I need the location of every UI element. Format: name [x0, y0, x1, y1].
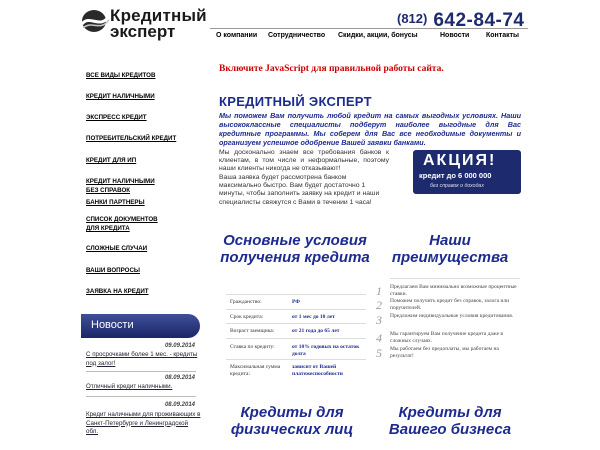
- conditions-title: Основные условия получения кредита: [220, 232, 370, 266]
- business-credit-title[interactable]: Кредиты для Вашего бизнеса: [388, 404, 512, 438]
- conditions-divider: [226, 309, 366, 310]
- condition-value: от 10% годовых на остаток долга: [292, 344, 360, 357]
- condition-value: РФ: [292, 299, 300, 305]
- nav-news[interactable]: Новости: [440, 32, 470, 39]
- conditions-divider: [226, 294, 366, 295]
- news-divider: [86, 396, 196, 397]
- individuals-credit-title[interactable]: Кредиты для физических лиц: [230, 404, 354, 438]
- phone-code: (812): [397, 11, 428, 26]
- sidebar-item-express-credit[interactable]: ЭКСПРЕСС КРЕДИТ: [86, 114, 147, 121]
- sidebar-item-no-docs-credit[interactable]: КРЕДИТ НАЛИЧНЫМИ БЕЗ СПРАВОК: [86, 178, 155, 194]
- nav-discounts[interactable]: Скидки, акции, бонусы: [338, 32, 418, 39]
- sidebar-item-difficult-cases[interactable]: СЛОЖНЫЕ СЛУЧАИ: [86, 245, 148, 252]
- promo-title: АКЦИЯ!: [423, 152, 497, 169]
- advantage-text: Поможем получить кредит без справок, залога или поручителей.: [390, 298, 510, 311]
- advantage-number-icon: 5: [376, 346, 382, 360]
- phone-digits: 642-84-74: [433, 10, 525, 31]
- news-link[interactable]: Кредит наличными для проживающих в Санкт-Петербурге и Ленинградской обл.: [86, 411, 201, 435]
- news-link[interactable]: Отличный кредит наличными.: [86, 383, 173, 390]
- sidebar-item-ip-credit[interactable]: КРЕДИТ ДЛЯ ИП: [86, 157, 137, 164]
- nav-contacts[interactable]: Контакты: [486, 32, 520, 39]
- page-title: КРЕДИТНЫЙ ЭКСПЕРТ: [219, 94, 372, 109]
- advantage-text: Предлагаем Вам минимально возможные процентные ставки.: [390, 284, 517, 297]
- sidebar-item-application[interactable]: ЗАЯВКА НА КРЕДИТ: [86, 288, 149, 295]
- conditions-divider: [226, 338, 366, 339]
- logo-text-line1: Кредитный: [110, 6, 207, 25]
- sidebar-item-partner-banks[interactable]: БАНКИ ПАРТНЕРЫ: [86, 199, 145, 206]
- news-divider: [86, 371, 196, 372]
- sidebar-item-documents-list[interactable]: СПИСОК ДОКУМЕНТОВ ДЛЯ КРЕДИТА: [86, 216, 158, 232]
- news-date: 09.09.2014: [164, 343, 195, 349]
- logo-text-line2: эксперт: [110, 22, 176, 41]
- logo[interactable]: [80, 6, 220, 41]
- advantage-text: Предложим индивидуальные условия кредитования.: [390, 313, 514, 319]
- news-title: Новости: [91, 319, 134, 331]
- condition-label: Возраст заемщика:: [230, 328, 275, 334]
- top-navigation: [210, 28, 528, 44]
- advantage-number-icon: 3: [376, 313, 382, 327]
- conditions-divider: [226, 323, 366, 324]
- javascript-warning: Включите JavaScript для правильной работы сайта.: [219, 64, 444, 74]
- conditions-divider: [226, 359, 366, 360]
- news-header: [81, 314, 200, 338]
- condition-value: от 1 мес до 10 лет: [292, 314, 335, 320]
- sidebar-item-all-credits[interactable]: ВСЕ ВИДЫ КРЕДИТОВ: [86, 72, 156, 79]
- advantages-title: Наши преимущества: [391, 232, 509, 266]
- speed-paragraph: Ваша заявка будет рассмотрена банком максимально быстро. Вам будет достаточно 1 минуты, чтобы заполнить заявку на кредит и наши специалисты свяжутся с Вами в течении 1 часа!: [219, 174, 380, 206]
- condition-value: зависит от Вашей платежеспособности: [292, 364, 343, 377]
- advantage-number-icon: 1: [376, 284, 382, 298]
- sidebar-item-consumer-credit[interactable]: ПОТРЕБИТЕЛЬСКИЙ КРЕДИТ: [86, 135, 177, 142]
- news-link[interactable]: С просрочками более 1 мес. - кредиты под залог!: [86, 351, 198, 367]
- nav-about[interactable]: О компании: [216, 32, 258, 39]
- nav-partnership[interactable]: Сотрудничество: [268, 32, 326, 39]
- advantages-divider: [390, 278, 520, 279]
- condition-label: Гражданство:: [230, 299, 262, 305]
- logo-swirl-icon: [80, 8, 110, 34]
- lead-paragraph: Мы поможем Вам получить любой кредит на самых выгодных условиях. Наши высококлассные специалисты подберут наиболее выгодные для Вас кредитные программы. Мы соберем для Вас все необходимые документы и организуем успешное одобрение Вашей заявки банками.: [219, 111, 521, 147]
- sidebar-item-questions[interactable]: ВАШИ ВОПРОСЫ: [86, 267, 140, 274]
- sidebar-item-cash-credit[interactable]: КРЕДИТ НАЛИЧНЫМИ: [86, 93, 155, 100]
- condition-label: Срок кредита:: [230, 314, 264, 320]
- condition-label: Максимальная сумма кредита:: [230, 364, 281, 377]
- advantage-text: Мы работаем без предоплаты, мы работаем на результат!: [390, 346, 499, 359]
- condition-label: Ставка по кредиту:: [230, 344, 275, 350]
- promo-line1: кредит до 6 000 000: [419, 171, 492, 180]
- news-date: 08.09.2014: [164, 402, 195, 408]
- requirements-paragraph: Мы досконально знаем все требования банков к клиентам, в том числе и неформальные, поэтому наши клиенты никогда не отказывают!: [219, 149, 389, 173]
- advantage-text: Мы гарантируем Вам получение кредита даже в сложных случаях.: [390, 331, 503, 344]
- news-date: 08.09.2014: [164, 375, 195, 381]
- condition-value: от 21 года до 65 лет: [292, 328, 340, 334]
- advantage-number-icon: 2: [376, 298, 382, 312]
- advantage-number-icon: 4: [376, 331, 382, 345]
- promo-line2: без справок о доходах: [430, 183, 484, 189]
- promo-banner[interactable]: [413, 150, 521, 194]
